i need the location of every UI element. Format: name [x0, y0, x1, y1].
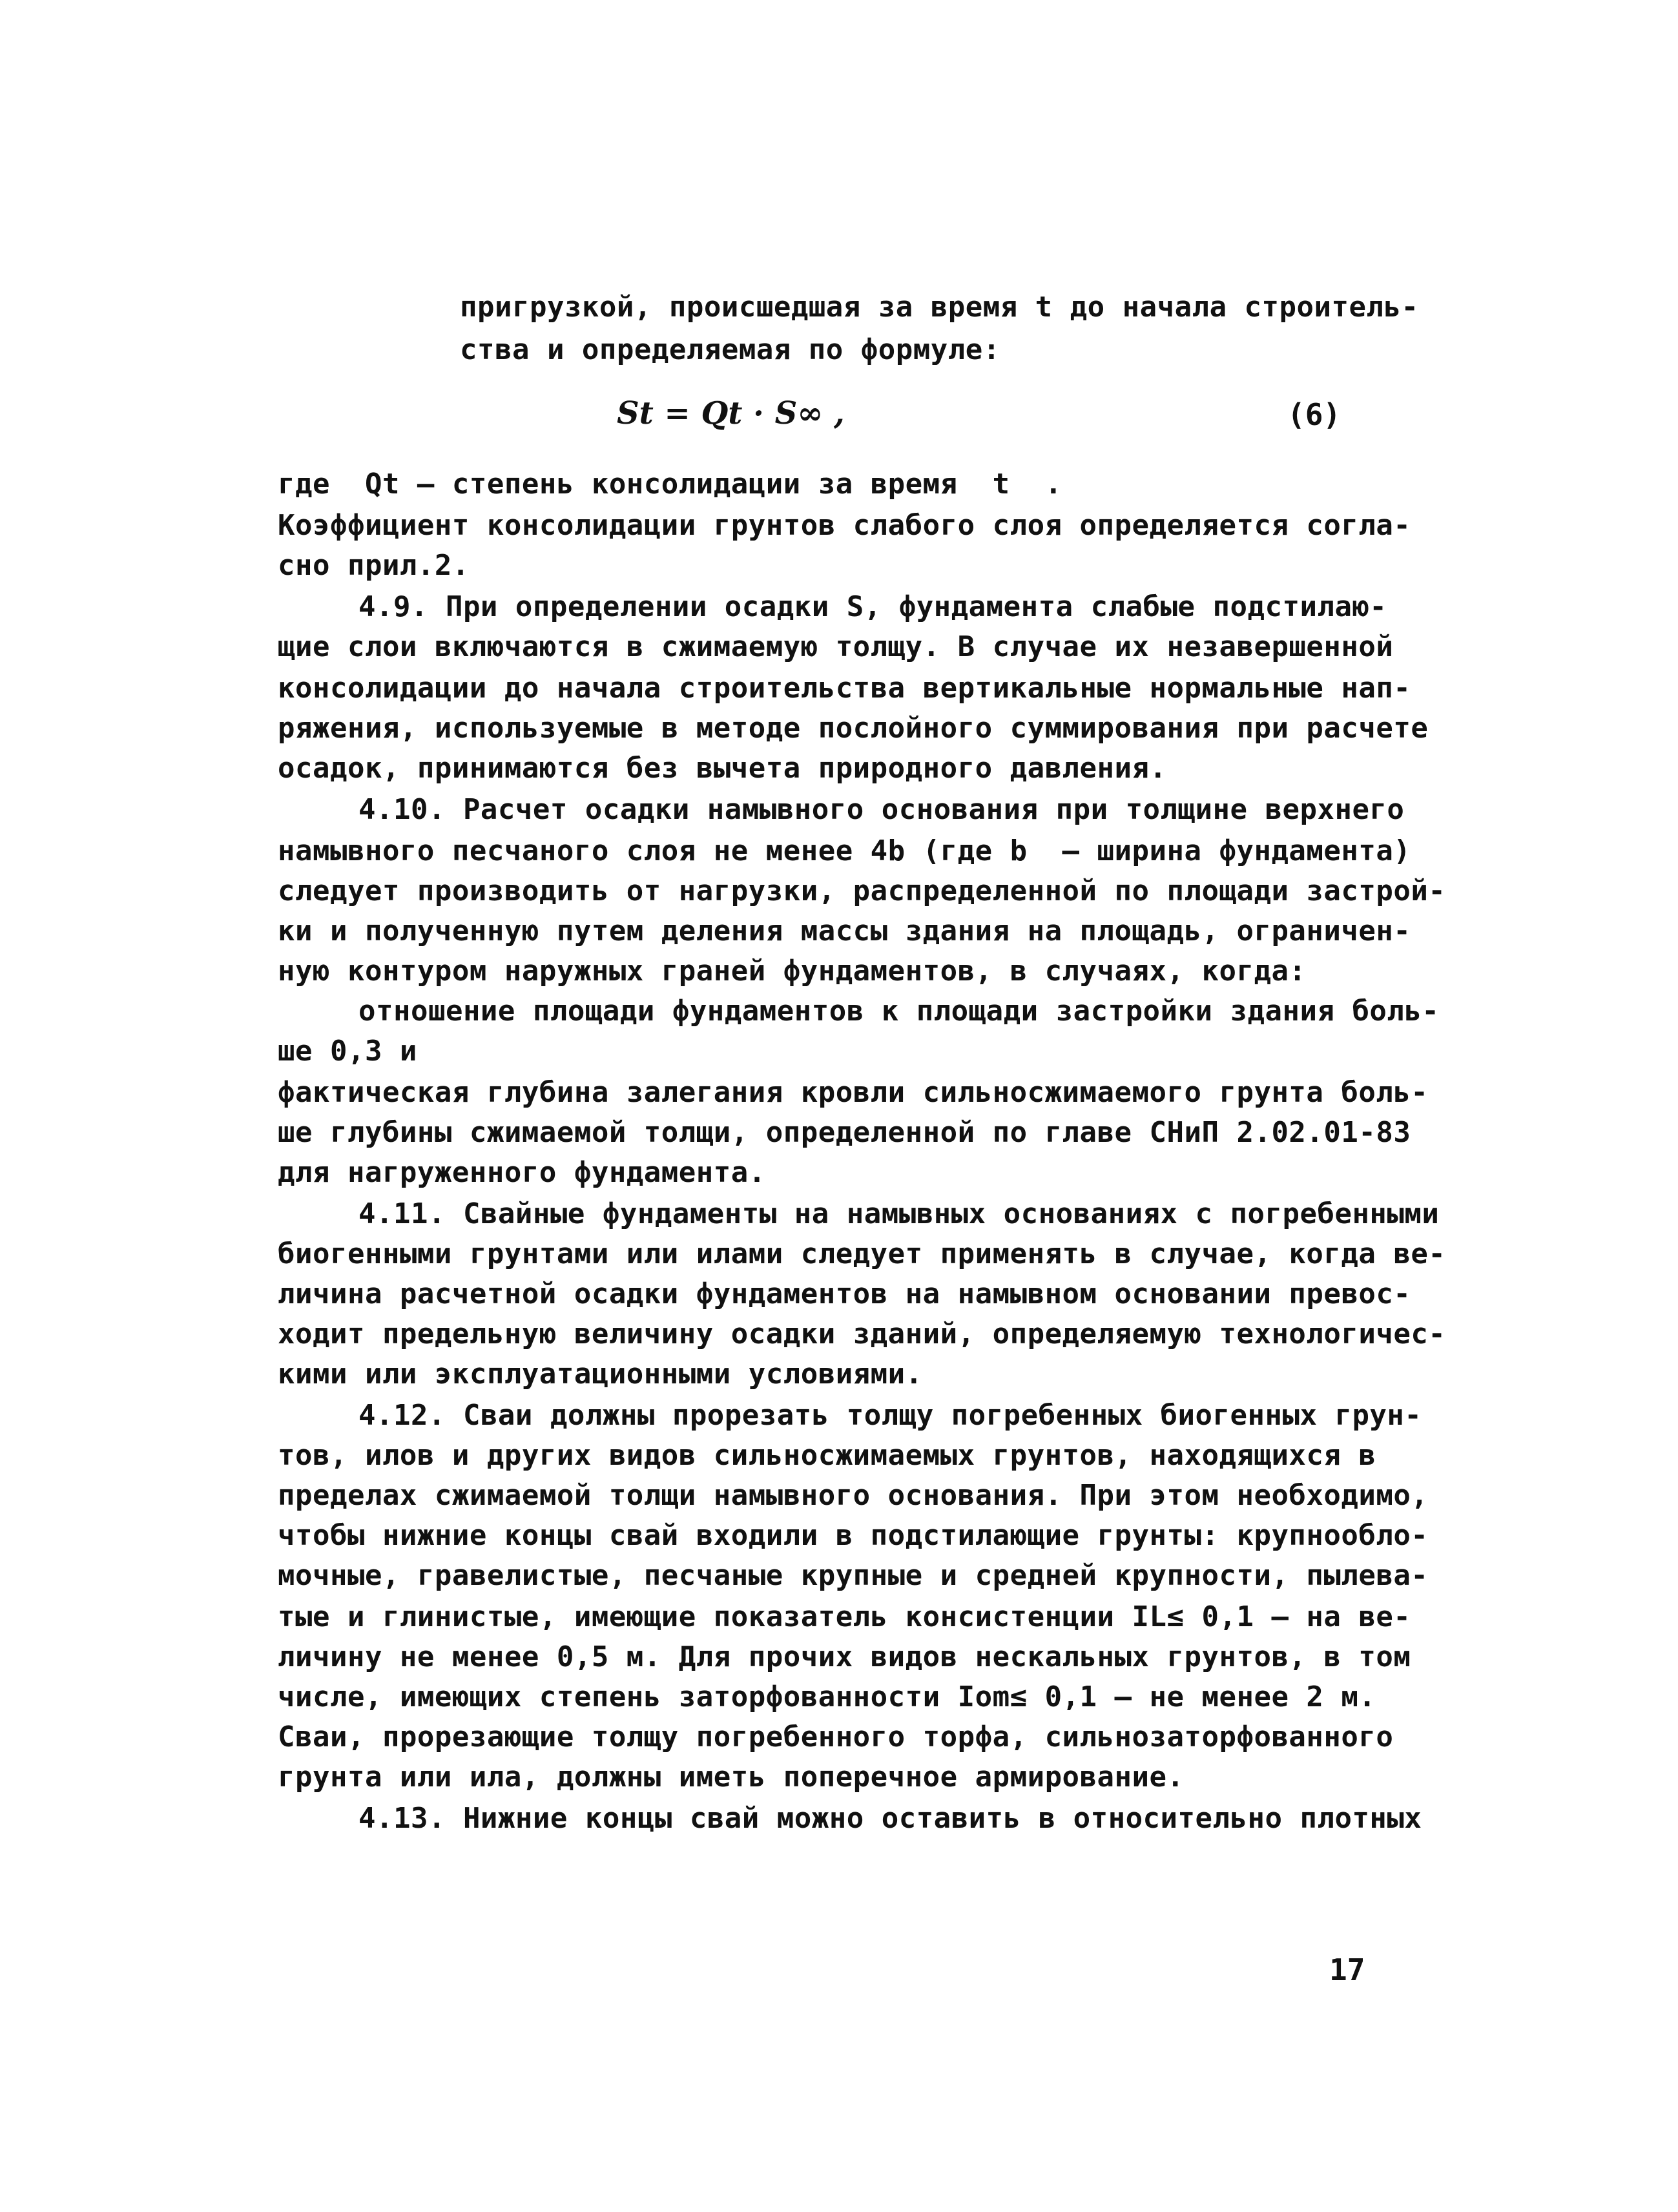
- text-line: грунта или ила, должны иметь поперечное армирование.: [278, 1761, 1185, 1793]
- paragraph-4-9-start: 4.9. При определении осадки S, фундамента слабые подстилаю-: [358, 590, 1387, 623]
- formula-6: St = Qt · S∞ ,: [617, 395, 845, 431]
- text-line: ряжения, используемые в методе послойного суммирования при расчете: [278, 712, 1429, 745]
- text-line: личину не менее 0,5 м. Для прочих видов нескальных грунтов, в том: [278, 1640, 1411, 1673]
- text-line: кими или эксплуатационными условиями.: [278, 1358, 923, 1390]
- text-line: мочные, гравелистые, песчаные крупные и средней крупности, пылева-: [278, 1559, 1429, 1592]
- text-line: тов, илов и других видов сильносжимаемых грунтов, находящихся в: [278, 1439, 1376, 1472]
- text-line: ходит предельную величину осадки зданий, определяемую технологичес-: [278, 1318, 1446, 1350]
- page-number: 17: [1329, 1952, 1365, 1987]
- text-line: числе, имеющих степень заторфованности Iom≤ 0,1 – не менее 2 м.: [278, 1680, 1376, 1713]
- text-line: ше 0,3 и: [278, 1035, 417, 1068]
- text-line: биогенными грунтами или илами следует применять в случае, когда ве-: [278, 1237, 1446, 1270]
- formula-number: (6): [1287, 397, 1341, 432]
- paragraph-4-13-start: 4.13. Нижние концы свай можно оставить в относительно плотных: [358, 1802, 1422, 1835]
- text-line: отношение площади фундаментов к площади застройки здания боль-: [358, 995, 1440, 1028]
- paragraph-4-12-start: 4.12. Сваи должны прорезать толщу погребенных биогенных грун-: [358, 1399, 1422, 1432]
- text-line: личина расчетной осадки фундаментов на намывном основании превос-: [278, 1277, 1411, 1310]
- text-line: ную контуром наружных граней фундаментов, в случаях, когда:: [278, 955, 1307, 987]
- text-line: ше глубины сжимаемой толщи, определенной по главе СНиП 2.02.01-83: [278, 1116, 1411, 1149]
- text-line: Сваи, прорезающие толщу погребенного торфа, сильнозаторфованного: [278, 1721, 1394, 1753]
- paragraph-4-11-start: 4.11. Свайные фундаменты на намывных основаниях с погребенными: [358, 1197, 1440, 1230]
- text-line: где Qt – степень консолидации за время t .: [278, 468, 1062, 501]
- text-line: пригрузкой, происшедшая за время t до начала строитель-: [460, 291, 1419, 324]
- text-line: пределах сжимаемой толщи намывного основания. При этом необходимо,: [278, 1479, 1429, 1512]
- text-line: осадок, принимаются без вычета природного давления.: [278, 752, 1167, 785]
- text-line: щие слои включаются в сжимаемую толщу. В случае их незавершенной: [278, 630, 1394, 663]
- text-line: намывного песчаного слоя не менее 4b (где b – ширина фундамента): [278, 834, 1411, 867]
- paragraph-4-10-start: 4.10. Расчет осадки намывного основания при толщине верхнего: [358, 793, 1405, 826]
- text-line: для нагруженного фундамента.: [278, 1156, 766, 1189]
- text-line: ки и полученную путем деления массы здания на площадь, ограничен-: [278, 915, 1411, 947]
- text-line: консолидации до начала строительства вертикальные нормальные нап-: [278, 672, 1411, 705]
- text-line: следует производить от нагрузки, распределенной по площади застрой-: [278, 874, 1446, 907]
- text-line: сно прил.2.: [278, 549, 470, 582]
- text-line: фактическая глубина залегания кровли сильносжимаемого грунта боль-: [278, 1076, 1429, 1109]
- text-line: ства и определяемая по формуле:: [460, 333, 1000, 366]
- text-line: чтобы нижние концы свай входили в подстилающие грунты: крупнообло-: [278, 1519, 1429, 1552]
- text-line: тые и глинистые, имеющие показатель консистенции IL≤ 0,1 – на ве-: [278, 1600, 1411, 1633]
- text-line: Коэффициент консолидации грунтов слабого слоя определяется согла-: [278, 509, 1411, 542]
